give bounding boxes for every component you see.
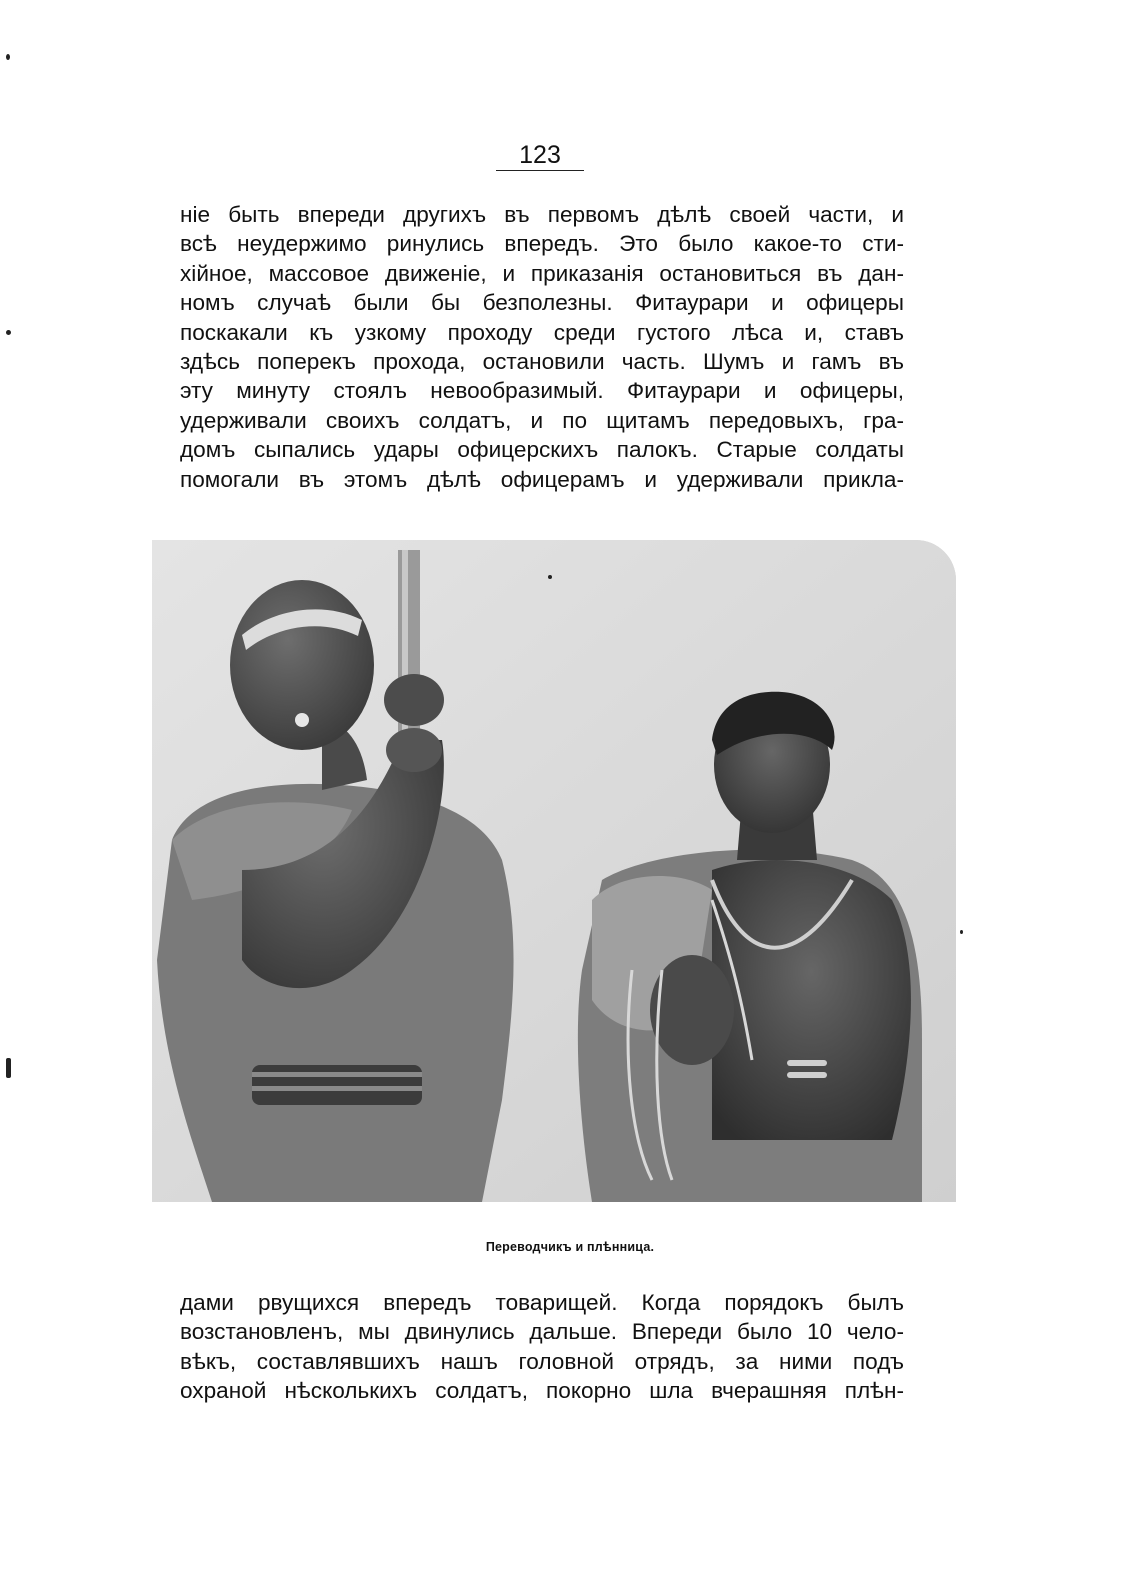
scan-speck (6, 54, 10, 60)
body-text-top (180, 200, 904, 494)
text-line: домъ сыпались удары офицерскихъ палокъ. Старые солдаты (180, 437, 904, 463)
photograph (152, 540, 956, 1202)
text-line: здѣсь поперекъ прохода, остановили часть. Шумъ и гамъ въ (180, 348, 904, 374)
body-text-bottom (180, 1288, 904, 1406)
text-line: эту минуту стоялъ невообразимый. Фитаурари и офицеры, (180, 378, 904, 404)
page-number-rule (496, 170, 584, 171)
text-line: номъ случаѣ были бы безполезны. Фитаурари и офицеры (180, 290, 904, 316)
text-line: помогали въ этомъ дѣлѣ офицерамъ и удерживали прикла- (180, 466, 904, 492)
scan-speck (548, 575, 552, 579)
text-line: всѣ неудержимо ринулись впередъ. Это было какое-то сти- (180, 231, 904, 257)
text-line: дами рвущихся впередъ товарищей. Когда порядокъ былъ (180, 1290, 904, 1315)
scan-speck (6, 330, 11, 335)
page-number: 123 (519, 141, 561, 169)
text-line: хійное, массовое движеніе, и приказанія остановиться въ дан- (180, 260, 904, 286)
text-line: вѣкъ, составлявшихъ нашъ головной отрядъ, за ними подъ (180, 1348, 904, 1374)
text-line: возстановленъ, мы двинулись дальше. Впереди было 10 чело- (180, 1319, 904, 1345)
scan-speck (960, 930, 963, 934)
text-line: удерживали своихъ солдатъ, и по щитамъ передовыхъ, гра- (180, 407, 904, 433)
text-line: охраной нѣсколькихъ солдатъ, покорно шла вчерашняя плѣн- (180, 1378, 904, 1404)
text-line: ніе быть впереди другихъ въ первомъ дѣлѣ своей части, и (180, 202, 904, 227)
text-line: поскакали къ узкому проходу среди густого лѣса и, ставъ (180, 319, 904, 345)
figure-caption: Переводчикъ и плѣнница. (485, 1240, 655, 1254)
scan-speck (6, 1058, 11, 1078)
